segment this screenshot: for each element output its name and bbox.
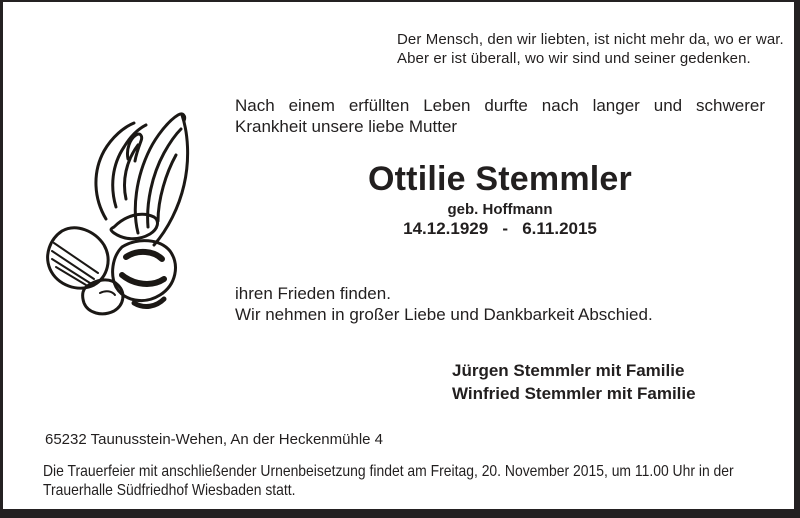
- funeral-line-2: Trauerhalle Südfriedhof Wiesbaden statt.: [43, 482, 296, 499]
- praying-hands-icon: [42, 106, 202, 328]
- epigraph-line-1: Der Mensch, den wir liebten, ist nicht mehr da, wo er war.: [397, 31, 784, 48]
- life-dates: 14.12.1929 - 6.11.2015: [403, 219, 597, 238]
- mourner-name-1: Jürgen Stemmler mit Familie: [452, 361, 685, 380]
- mourner-name-2: Winfried Stemmler mit Familie: [452, 384, 696, 403]
- epigraph: [397, 30, 784, 68]
- farewell-paragraph: [235, 283, 653, 325]
- funeral-line-1: Die Trauerfeier mit anschließender Urnenbeisetzung findet am Freitag, 20. November 2015, um 11.00 Uhr in der: [43, 463, 734, 480]
- intro-line-2: Krankheit unsere liebe Mutter: [235, 116, 458, 136]
- deceased-name: Ottilie Stemmler: [368, 160, 632, 198]
- address-line: 65232 Taunusstein-Wehen, An der Heckenmühle 4: [45, 431, 384, 448]
- intro-paragraph: [235, 96, 765, 137]
- funeral-details: [43, 462, 734, 500]
- farewell-line-1: ihren Frieden finden.: [235, 284, 391, 303]
- intro-line-1: Nach einem erfüllten Leben durfte nach langer und schwerer: [235, 96, 765, 115]
- mourners-block: [452, 359, 696, 405]
- epigraph-line-2: Aber er ist überall, wo wir sind und seiner gedenken.: [397, 50, 751, 67]
- birth-name: geb. Hoffmann: [447, 201, 553, 218]
- farewell-line-2: Wir nehmen in großer Liebe und Dankbarkeit Abschied.: [235, 305, 653, 324]
